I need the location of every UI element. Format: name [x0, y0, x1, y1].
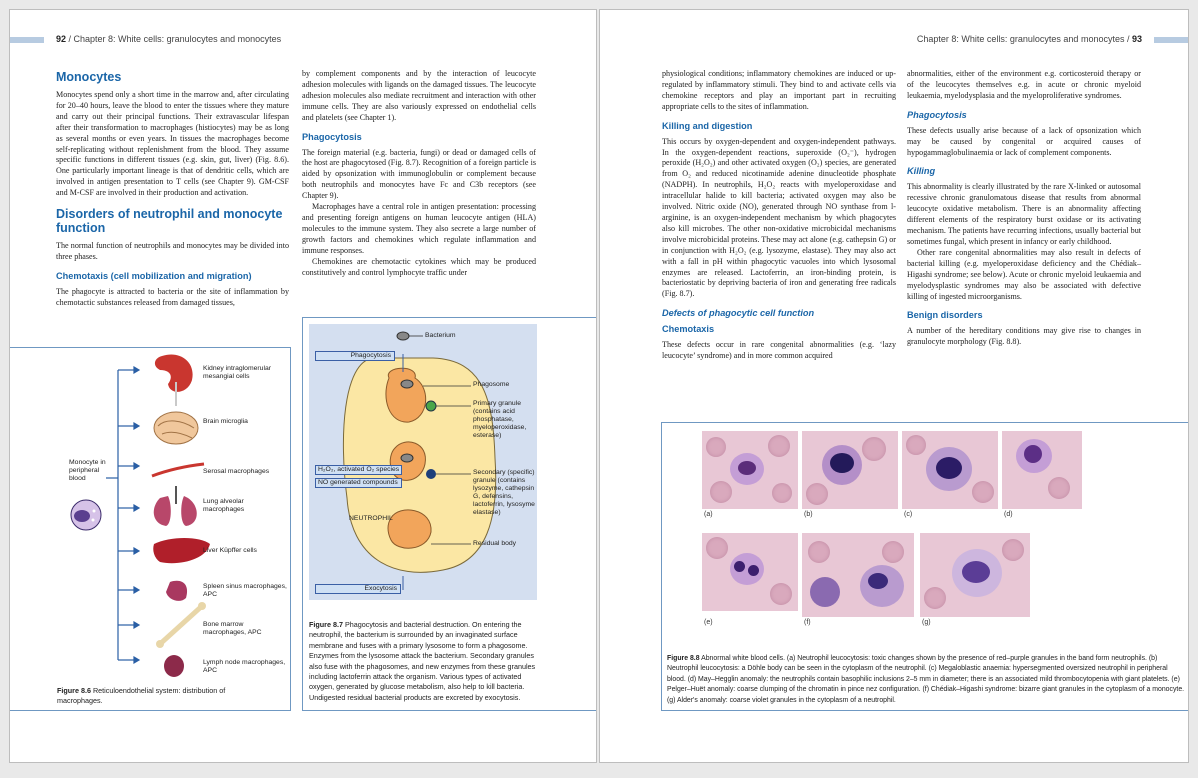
panel-c-label: (c) [904, 511, 913, 518]
defects-heading: Defects of phagocytic cell function [662, 308, 815, 319]
figure-8-7 [302, 317, 597, 711]
chemotaxis-heading: Chemotaxis (cell mobilization and migration) [56, 270, 252, 281]
target-serosal: Serosal macrophages [203, 468, 270, 475]
killing-defect-heading: Killing [907, 166, 936, 177]
chemokines-continued: physiological conditions; inflammatory chemokines are induced or up-regulated by inflammatory stimuli. They bind to and activate cells via chemokine receptors and play an important part in recruiting appropriate cells to the sites of inflammation. [662, 69, 896, 111]
disorders-heading: Disorders of neutrophil and monocyte function [56, 207, 283, 236]
target-spleen: Spleen sinus macrophages, APC [203, 583, 287, 598]
running-head: 92 / Chapter 8: White cells: granulocytes and monocytes [56, 34, 282, 44]
figure-8-6-caption-text: Reticuloendothelial system: distribution of macrophages. [57, 686, 226, 706]
monocyte-label: Monocyte in peripheral blood [69, 459, 106, 482]
micrograph-d [1002, 431, 1082, 509]
abnormalities-paragraph: abnormalities, either of the environment e.g. corticosteroid therapy or of the leucocytes themselves e.g. in acute or chronic myeloid leukaemia, myelodysplasia and the myeloproliferative syndromes. [907, 69, 1141, 100]
running-head: Chapter 8: White cells: granulocytes and monocytes / 93 [916, 34, 1142, 44]
phagocytosis-paragraph: The foreign material (e.g. bacteria, fungi) or dead or damaged cells of the host are phagocytosed (Fig. 8.7). Recognition of a foreign particle is aided by opsonization with immunoglobulin or complement because both neutrophils and monocytes have Fc and C3b receptors (see Chapter 9). [302, 147, 536, 201]
exocytosis-box: Exocytosis [315, 584, 401, 594]
macrophage-paragraph: Macrophages have a central role in antigen presentation: processing and presenting foreign antigens on human leucocyte antigen (HLA) molecules to the immune system. They also secrete a large number of growth factors and chemokines which regulate inflammation and immune responses. [302, 202, 536, 255]
disorders-paragraph: The normal function of neutrophils and monocytes may be divided into three phases. [56, 241, 289, 261]
phagocytosis-paragraph: These defects usually arise because of a lack of opsonization which may be caused by congenital or acquired causes of hypogammaglobulinaemia or lack of complement components. [907, 125, 1141, 157]
complement-paragraph: by complement components and by the interaction of leucocyte adhesion molecules with ligands on the damaged tissues. The leucocyte adhesion molecules also mediate recruitment and interaction with other immune cells. They are also variously expressed on endothelial cells and platelets (see Chapter 1). [302, 69, 536, 122]
benign-paragraph: A number of the hereditary conditions may give rise to changes in granulocyte morphology (Fig. 8.8). [907, 326, 1141, 347]
micrograph-b [802, 431, 898, 509]
figure-8-8-caption-text: Abnormal white blood cells. (a) Neutrophil leucocytosis: toxic changes shown by the presence of red–purple granules in the band form neutrophils. (b) Neutrophil leucocytosis: a Döhle body can be seen in the cytoplasm of the neutrophil. (c) Megaloblastic anaemia: hypersegmented oversized neutrophil in peripheral blood. (d) May–Hegglin anomaly: the neutrophils contain basophilic inclusions 2–5 mm in diameter; there is an associated mild thrombocytopenia with giant platelets. (e) Pelger–Huët anomaly: coarse clumping of the chromatin in pince nez configuration. (f) Chédiak–Higashi syndrome: bizarre giant granules in the cytoplasm of a monocyte. (g) Alder's anomaly: coarse violet granules in the cytoplasm of a neutrophil. [667, 655, 1185, 704]
monocytes-heading: Monocytes [56, 70, 122, 84]
phagocytosis-heading: Phagocytosis [302, 131, 362, 142]
figure-8-6-caption [57, 686, 257, 707]
running-bar [10, 37, 44, 43]
figure-8-8 [661, 422, 1189, 711]
micrograph-g [920, 533, 1030, 617]
secondary-granule-label: Secondary (specific) granule (contains lysozyme, cathepsin G, defensins, lactoferrin, lysosyme elastase) [473, 469, 535, 516]
figure-8-6-label: Figure 8.6 [57, 686, 91, 695]
figure-8-6 [9, 347, 291, 711]
micrograph-a [702, 431, 798, 509]
residual-body-label: Residual body [473, 540, 517, 547]
page-number: 93 [1131, 34, 1142, 44]
bacterium-label: Bacterium [425, 332, 456, 339]
left-column-1 [56, 68, 289, 309]
panel-e-label: (e) [704, 619, 713, 626]
chemotaxis-heading: Chemotaxis [662, 324, 715, 335]
chemotaxis-paragraph: These defects occur in rare congenital abnormalities (e.g. ‘lazy leucocyte’ syndrome) and in more common acquired [662, 340, 896, 361]
figure-8-7-label: Figure 8.7 [309, 620, 343, 629]
left-column-2 [302, 69, 536, 278]
panel-f-label: (f) [804, 619, 811, 626]
target-lung: Lung alveolar macrophages [203, 498, 245, 513]
panel-b-label: (b) [804, 511, 813, 518]
chemotaxis-paragraph: The phagocyte is attracted to bacteria or the site of inflammation by chemotactic substances released from damaged tissues, [56, 286, 289, 307]
left-page [9, 9, 597, 763]
chemokines-paragraph: Chemokines are chemotactic cytokines which may be produced constitutively and control lymphocyte traffic under [302, 256, 536, 277]
right-column-2 [907, 69, 1141, 348]
phagocytosis-heading: Phagocytosis [907, 109, 967, 120]
target-brain: Brain microglia [203, 418, 248, 425]
figure-8-8-caption [667, 654, 1187, 706]
killing-paragraph: This occurs by oxygen-dependent and oxygen-independent pathways. In the oxygen-dependent reactions, superoxide (O₂⁻), hydrogen peroxide (H₂O₂) and other activated oxygen (O₂) species, are generated from O₂ and reduced nicotinamide adenine dinucleotide phosphate (NADPH). In neutrophils, H₂O₂ reacts with myeloperoxidase and intracellular halide to kill bacteria; activated oxygen may also be involved. Nitric oxide (NO), generated through NO synthase from l-arginine, is an oxygen-independent mechanism by which phagocytes also kill microbes. The other non-oxidative microbicidal mechanisms involve microbicidal proteins. These may act alone (e.g. cathepsin G) or in conjunction with H₂O₂ (e.g. lysozyme, elastase). They may also act with a fall in pH within phagocytic vacuoles into which lysosomal enzymes are released. Lactoferrin, an iron-binding protein, is bacteriostatic by depriving bacteria of iron and generating free radicals (Fig. 8.7). [662, 136, 896, 299]
target-lymph-node: Lymph node macrophages, APC [203, 659, 286, 674]
figure-8-7-caption-text: Phagocytosis and bacterial destruction. On entering the neutrophil, the bacterium is surrounded by an invaginated surface membrane and fuses with a primary lysosome to form a phagosome. Enzymes from the lysosome attack the bacterium. Secondary granules also fuse with the phagosomes, and new enzymes from these granules including lactoferrin attack the organism. Various types of activated oxygen, generated by glucose metabolism, also help to kill bacteria. Undigested residual bacterial products are excreted by exocytosis. [309, 620, 536, 702]
phagosome-label: Phagosome [473, 381, 510, 388]
killing-defect-paragraph: This abnormality is clearly illustrated by the rare X-linked or autosomal recessive chronic granulomatous disease that results from abnormal leucocyte oxidative metabolism. There is an abnormality affecting different elements of the respiratory burst oxidase or its activating mechanism. The patients have recurring infections, usually bacterial but sometimes fungal, which present in infancy or early childhood. [907, 182, 1141, 246]
right-page [599, 9, 1189, 763]
h2o2-box: H₂O₂, activated O₂ species [315, 465, 402, 475]
panel-a-label: (a) [704, 511, 713, 518]
monocytes-paragraph: Monocytes spend only a short time in the marrow and, after circulating for 20–40 hours, leave the blood to enter the tissues where they mature and carry out their principal functions. Their extravascular lifespan after their transformation to macrophages (histiocytes) may be as long as several months or even years. In tissues the macrophages become self-replicating without replenishment from the blood. They assume specific functions in different tissues (e.g. skin, gut, liver) (Fig. 8.6). One particularly important lineage is that of dendritic cells, which are involved in antigen presentation to T cells (see Chapter 9). GM-CSF and M-CSF are involved in their production and activation. [56, 90, 289, 198]
micrograph-c [902, 431, 998, 509]
figure-8-7-caption [309, 620, 541, 703]
killing-heading: Killing and digestion [662, 120, 753, 131]
target-bone-marrow: Bone marrow macrophages, APC [203, 621, 262, 636]
phagocytosis-box: Phagocytosis [315, 351, 395, 361]
micrograph-f [802, 533, 914, 617]
panel-g-label: (g) [922, 619, 931, 626]
micrograph-e [702, 533, 798, 611]
primary-granule-label: Primary granule (contains acid phosphatase, myeloperoxidase, esterase) [473, 400, 527, 439]
running-title: Chapter 8: White cells: granulocytes and monocytes [73, 34, 282, 44]
target-kidney: Kidney intraglomerular mesangial cells [203, 365, 272, 380]
no-box: NO generated compounds [315, 478, 402, 488]
figure-8-8-label: Figure 8.8 [667, 655, 700, 662]
killing-defect-paragraph-2: Other rare congenital abnormalities may also result in defects of bacterial killing (e.g. myeloperoxidase deficiency and the Chédiak–Higashi syndrome; see below). Acute or chronic myeloid leukaemia and myelodysplastic syndromes may also be associated with defective killing of ingested microorganisms. [907, 247, 1141, 301]
running-bar [1154, 37, 1188, 43]
benign-heading: Benign disorders [907, 310, 983, 321]
panel-d-label: (d) [1004, 511, 1013, 518]
target-liver: Liver Küpffer cells [203, 547, 257, 554]
page-number: 92 [56, 34, 67, 44]
running-title: Chapter 8: White cells: granulocytes and monocytes [916, 34, 1125, 44]
right-column-1 [662, 69, 896, 362]
neutrophil-label: NEUTROPHIL [349, 515, 393, 522]
